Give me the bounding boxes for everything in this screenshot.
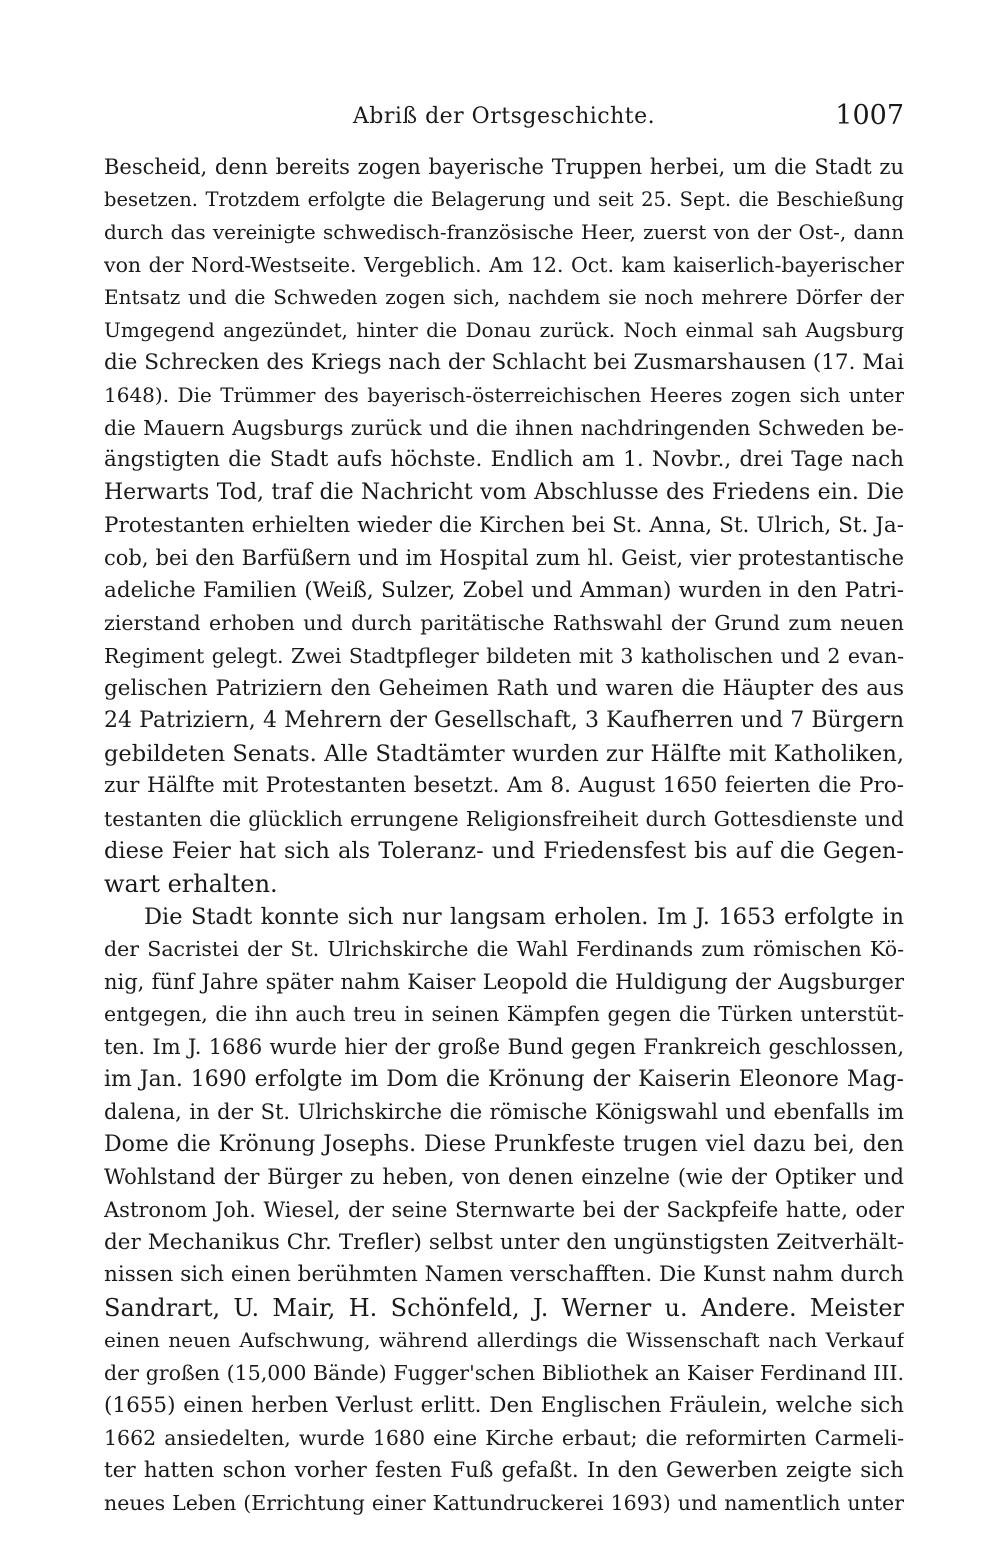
text-line: Astronom Joh. Wiesel, der seine Sternwarte bei der Sackpfeife hatte, oder <box>104 1198 904 1222</box>
text-line: Regiment gelegt. Zwei Stadtpfleger bildeten mit 3 katholischen und 2 evan- <box>104 643 904 668</box>
body-text <box>104 151 904 1520</box>
text-line: die Mauern Augsburgs zurück und die ihnen nachdringenden Schweden be- <box>104 415 904 440</box>
text-line: Dome die Krönung Josephs. Diese Prunkfeste trugen viel dazu bei, den <box>104 1131 904 1157</box>
text-line: Protestanten erhielten wieder die Kirchen bei St. Anna, St. Ulrich, St. Ja- <box>104 512 904 538</box>
text-line: besetzen. Trotzdem erfolgte die Belagerung und seit 25. Sept. die Beschießung <box>104 187 904 211</box>
text-line: zierstand erhoben und durch paritätische Rathswahl der Grund zum neuen <box>104 611 904 636</box>
text-line: 1662 ansiedelten, wurde 1680 eine Kirche erbaut; die reformirten Carmeli- <box>104 1426 904 1451</box>
text-line: der Sacristei der St. Ulrichskirche die Wahl Ferdinands zum römischen Kö- <box>104 937 904 962</box>
text-line: der Mechanikus Chr. Trefler) selbst unter den ungünstigsten Zeitverhält- <box>104 1229 904 1255</box>
text-line: cob, bei den Barfüßern und im Hospital zum hl. Geist, vier protestantische <box>104 546 904 571</box>
text-line: adeliche Familien (Weiß, Sulzer, Zobel und Amman) wurden in den Patri- <box>104 577 904 603</box>
page-number: 1007 <box>835 100 904 131</box>
text-line: ter hatten schon vorher festen Fuß gefaßt. In den Gewerben zeigte sich <box>104 1457 904 1483</box>
text-line: Sandrart, U. Mair, H. Schönfeld, J. Werner u. Andere. Meister <box>104 1293 904 1322</box>
text-line: ängstigten die Stadt aufs höchste. Endlich am 1. Novbr., drei Tage nach <box>104 447 904 473</box>
text-line: Entsatz und die Schweden zogen sich, nachdem sie noch mehrere Dörfer der <box>104 285 904 310</box>
text-line: von der Nord-Westseite. Vergeblich. Am 12. Oct. kam kaiserlich-bayerischer <box>104 252 904 277</box>
text-line: nissen sich einen berühmten Namen verschafften. Die Kunst nahm durch <box>104 1262 904 1288</box>
running-title: Abriß der Ortsgeschichte. <box>352 104 656 129</box>
text-line: gelischen Patriziern den Geheimen Rath und waren die Häupter des aus <box>104 675 904 701</box>
text-line: dalena, in der St. Ulrichskirche die römische Königswahl und ebenfalls im <box>104 1100 904 1125</box>
text-line: Umgegend angezündet, hinter die Donau zurück. Noch einmal sah Augsburg <box>104 317 904 342</box>
text-line: 1648). Die Trümmer des bayerisch-österreichischen Heeres zogen sich unter <box>104 383 904 408</box>
text-line: der großen (15,000 Bände) Fugger'schen Bibliothek an Kaiser Ferdinand III. <box>104 1360 904 1385</box>
text-line: Herwarts Tod, traf die Nachricht vom Abschlusse des Friedens ein. Die <box>104 479 904 505</box>
text-line: durch das vereinigte schwedisch-französische Heer, zuerst von der Ost-, dann <box>104 220 904 245</box>
paragraph-end-line: wart erhalten. <box>104 870 278 899</box>
text-line: ten. Im J. 1686 wurde hier der große Bund gegen Frankreich geschlossen, <box>104 1035 904 1060</box>
text-line: Wohlstand der Bürger zu heben, von denen einzelne (wie der Optiker und <box>104 1165 904 1190</box>
text-line: testanten die glücklich errungene Religionsfreiheit durch Gottesdienste und <box>104 806 904 831</box>
text-line: entgegen, die ihn auch treu in seinen Kämpfen gegen die Türken unterstüt- <box>104 1002 904 1027</box>
text-line: zur Hälfte mit Protestanten besetzt. Am 8. August 1650 feierten die Pro- <box>104 773 904 799</box>
text-line: gebildeten Senats. Alle Stadtämter wurden zur Hälfte mit Katholiken, <box>104 740 904 767</box>
text-line: diese Feier hat sich als Toleranz- und Friedensfest bis auf die Gegen- <box>104 838 904 865</box>
text-line: Bescheid, denn bereits zogen bayerische Truppen herbei, um die Stadt zu <box>104 155 904 179</box>
text-line: die Schrecken des Kriegs nach der Schlacht bei Zusmarshausen (17. Mai <box>104 349 904 375</box>
text-line: nig, fünf Jahre später nahm Kaiser Leopold die Huldigung der Augsburger <box>104 969 904 994</box>
text-line: neues Leben (Errichtung einer Kattundruckerei 1693) und namentlich unter <box>104 1491 904 1516</box>
page-header <box>104 100 904 136</box>
text-line: (1655) einen herben Verlust erlitt. Den Englischen Fräulein, welche sich <box>104 1392 904 1418</box>
text-line: im Jan. 1690 erfolgte im Dom die Krönung der Kaiserin Eleonore Mag- <box>104 1066 904 1092</box>
text-line: einen neuen Aufschwung, während allerdings die Wissenschaft nach Verkauf <box>104 1328 904 1353</box>
text-line: 24 Patriziern, 4 Mehrern der Gesellschaft, 3 Kaufherren und 7 Bürgern <box>104 708 904 734</box>
paragraph-start-line: Die Stadt konnte sich nur langsam erholen. Im J. 1653 erfolgte in <box>144 903 904 930</box>
